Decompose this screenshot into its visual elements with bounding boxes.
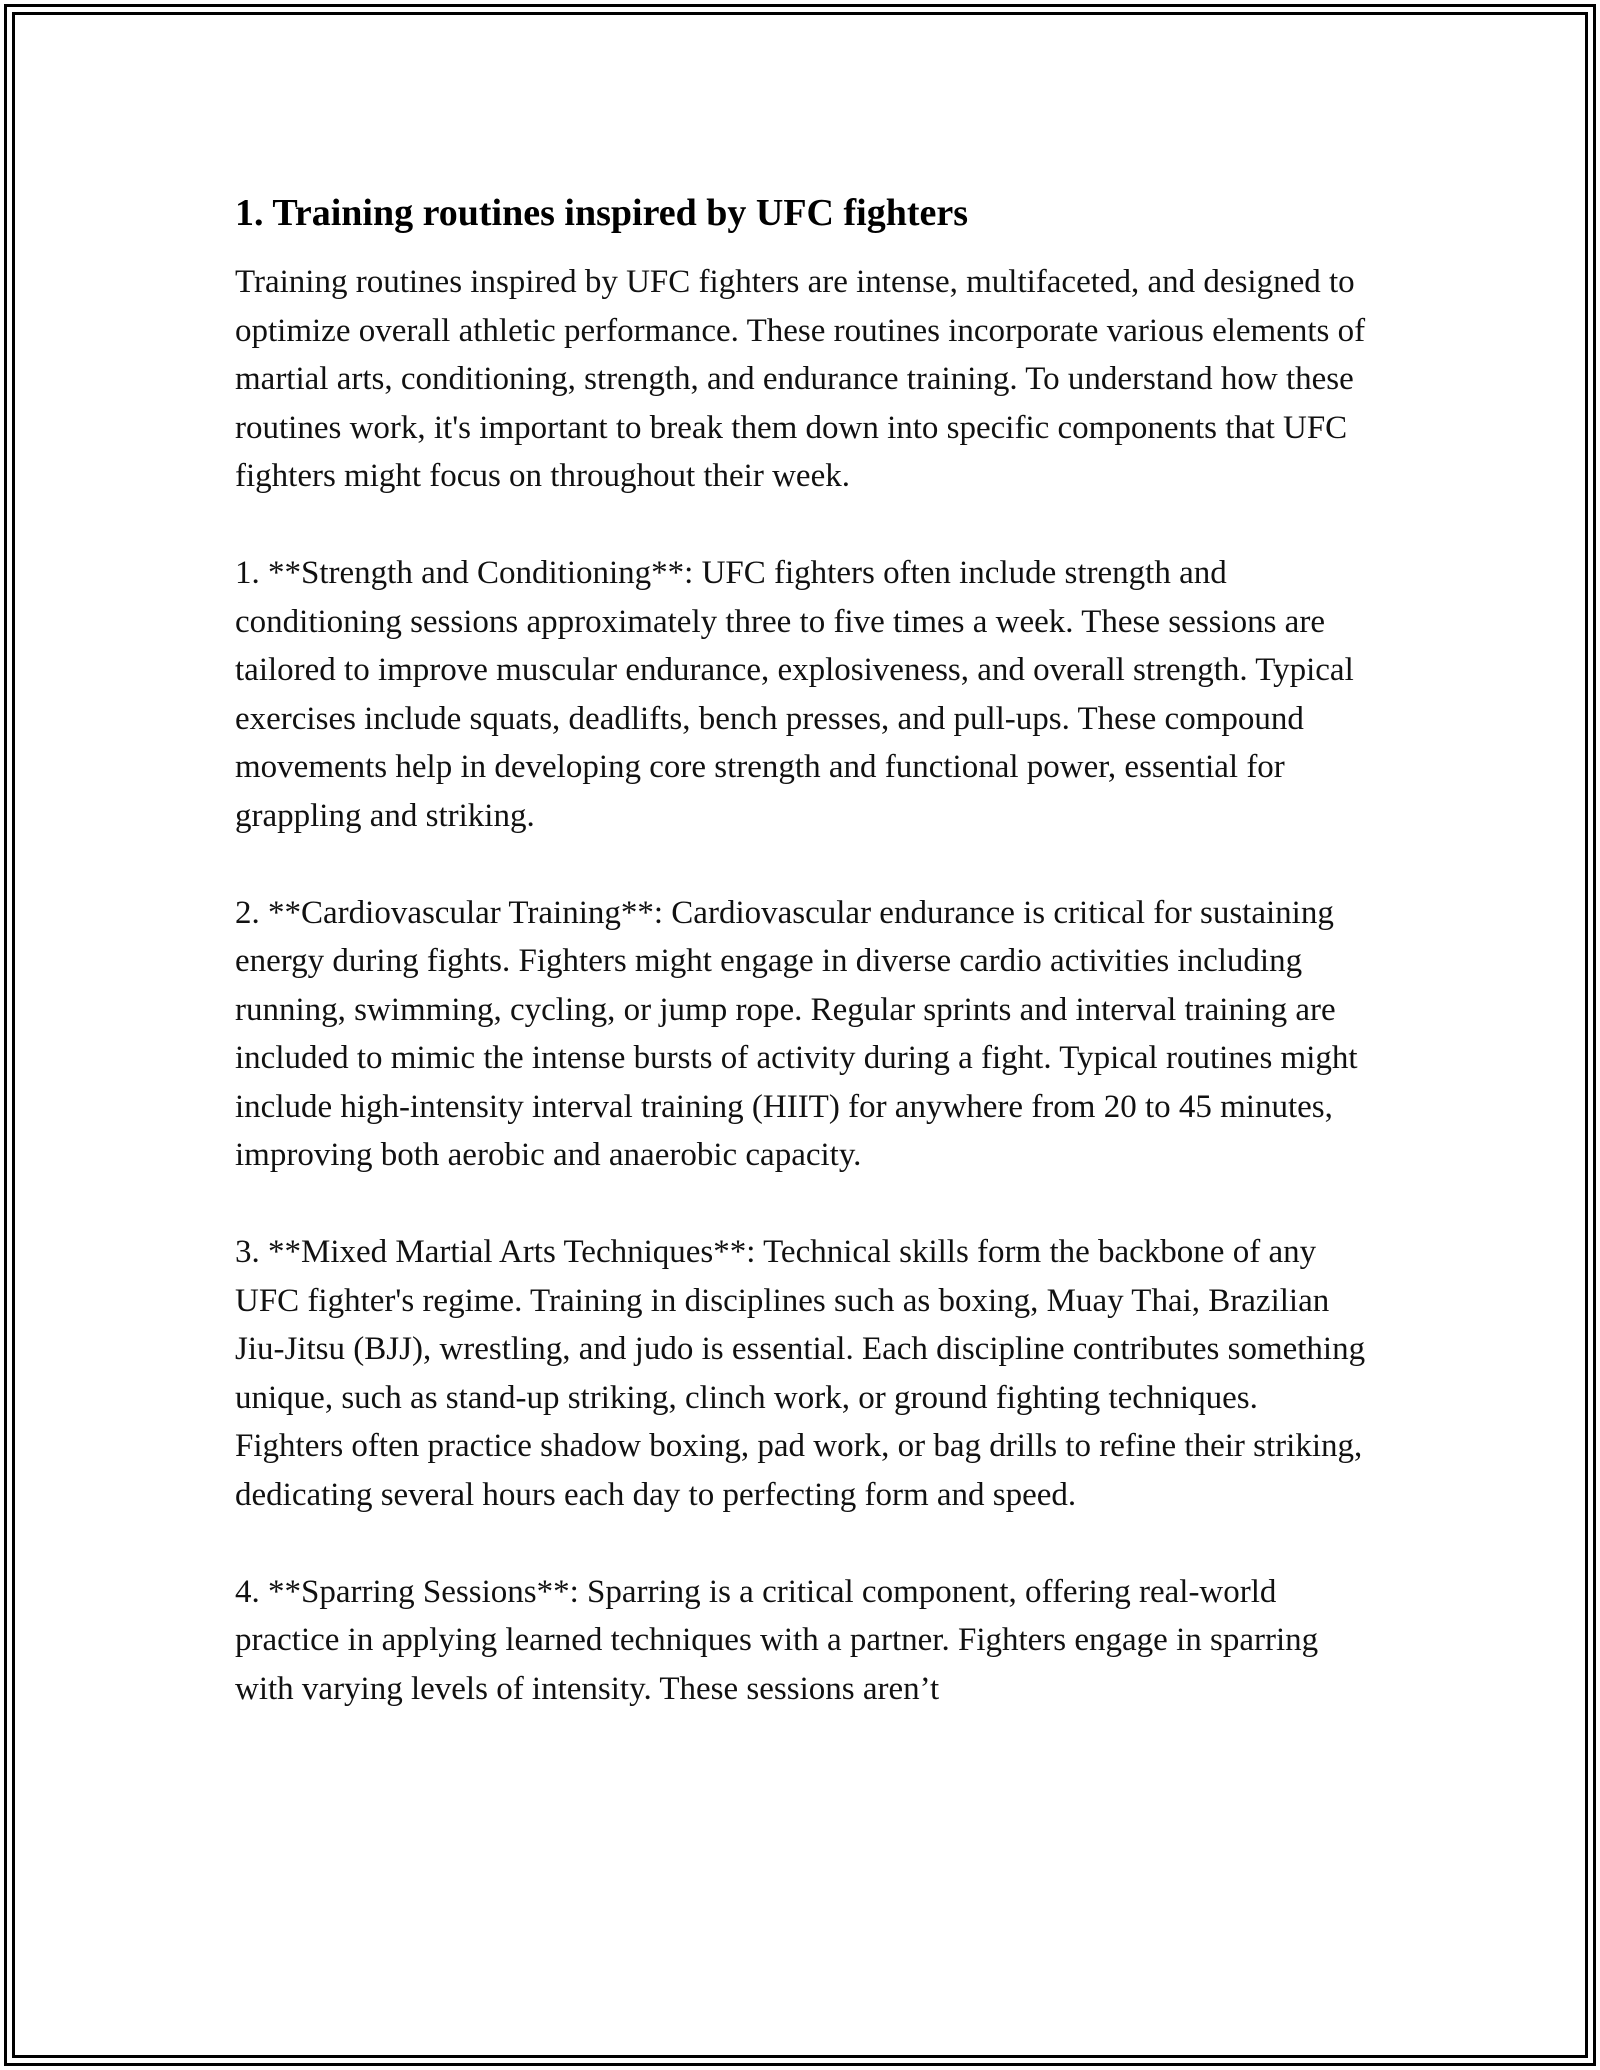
intro-paragraph: Training routines inspired by UFC fighters are intense, multifaceted, and designed to optimize overall athletic performance. These routines incorporate various elements of martial arts, conditioning, strength, and endurance training. To understand how these routines work, it's important to break them down into specific components that UFC fighters might focus on throughout their week. (235, 264, 1366, 494)
document-body (235, 180, 1370, 1713)
section-title: 1. Training routines inspired by UFC fighters (235, 192, 969, 234)
mma-techniques-paragraph: 3. **Mixed Martial Arts Techniques**: Technical skills form the backbone of any UFC fighter's regime. Training in disciplines such as boxing, Muay Thai, Brazilian Jiu-Jitsu (BJJ), wrestling, and judo is essential. Each discipline contributes something unique, such as stand-up striking, clinch work, or ground fighting techniques. Fighters often practice shadow boxing, pad work, or bag drills to refine their striking, dedicating several hours each day to perfecting form and speed. (235, 1234, 1366, 1513)
sparring-sessions-paragraph: 4. **Sparring Sessions**: Sparring is a critical component, offering real-world practice in applying learned techniques with a partner. Fighters engage in sparring with varying levels of intensity. These sessions aren’t (235, 1573, 1319, 1707)
cardiovascular-training-paragraph: 2. **Cardiovascular Training**: Cardiovascular endurance is critical for sustaining energy during fights. Fighters might engage in diverse cardio activities including running, swimming, cycling, or jump rope. Regular sprints and interval training are included to mimic the intense bursts of activity during a fight. Typical routines might include high-intensity interval training (HIIT) for anywhere from 20 to 45 minutes, improving both aerobic and anaerobic capacity. (235, 894, 1358, 1173)
strength-conditioning-paragraph: 1. **Strength and Conditioning**: UFC fighters often include strength and conditioning sessions approximately three to five times a week. These sessions are tailored to improve muscular endurance, explosiveness, and overall strength. Typical exercises include squats, deadlifts, bench presses, and pull-ups. These compound movements help in developing core strength and functional power, essential for grappling and striking. (235, 555, 1354, 834)
